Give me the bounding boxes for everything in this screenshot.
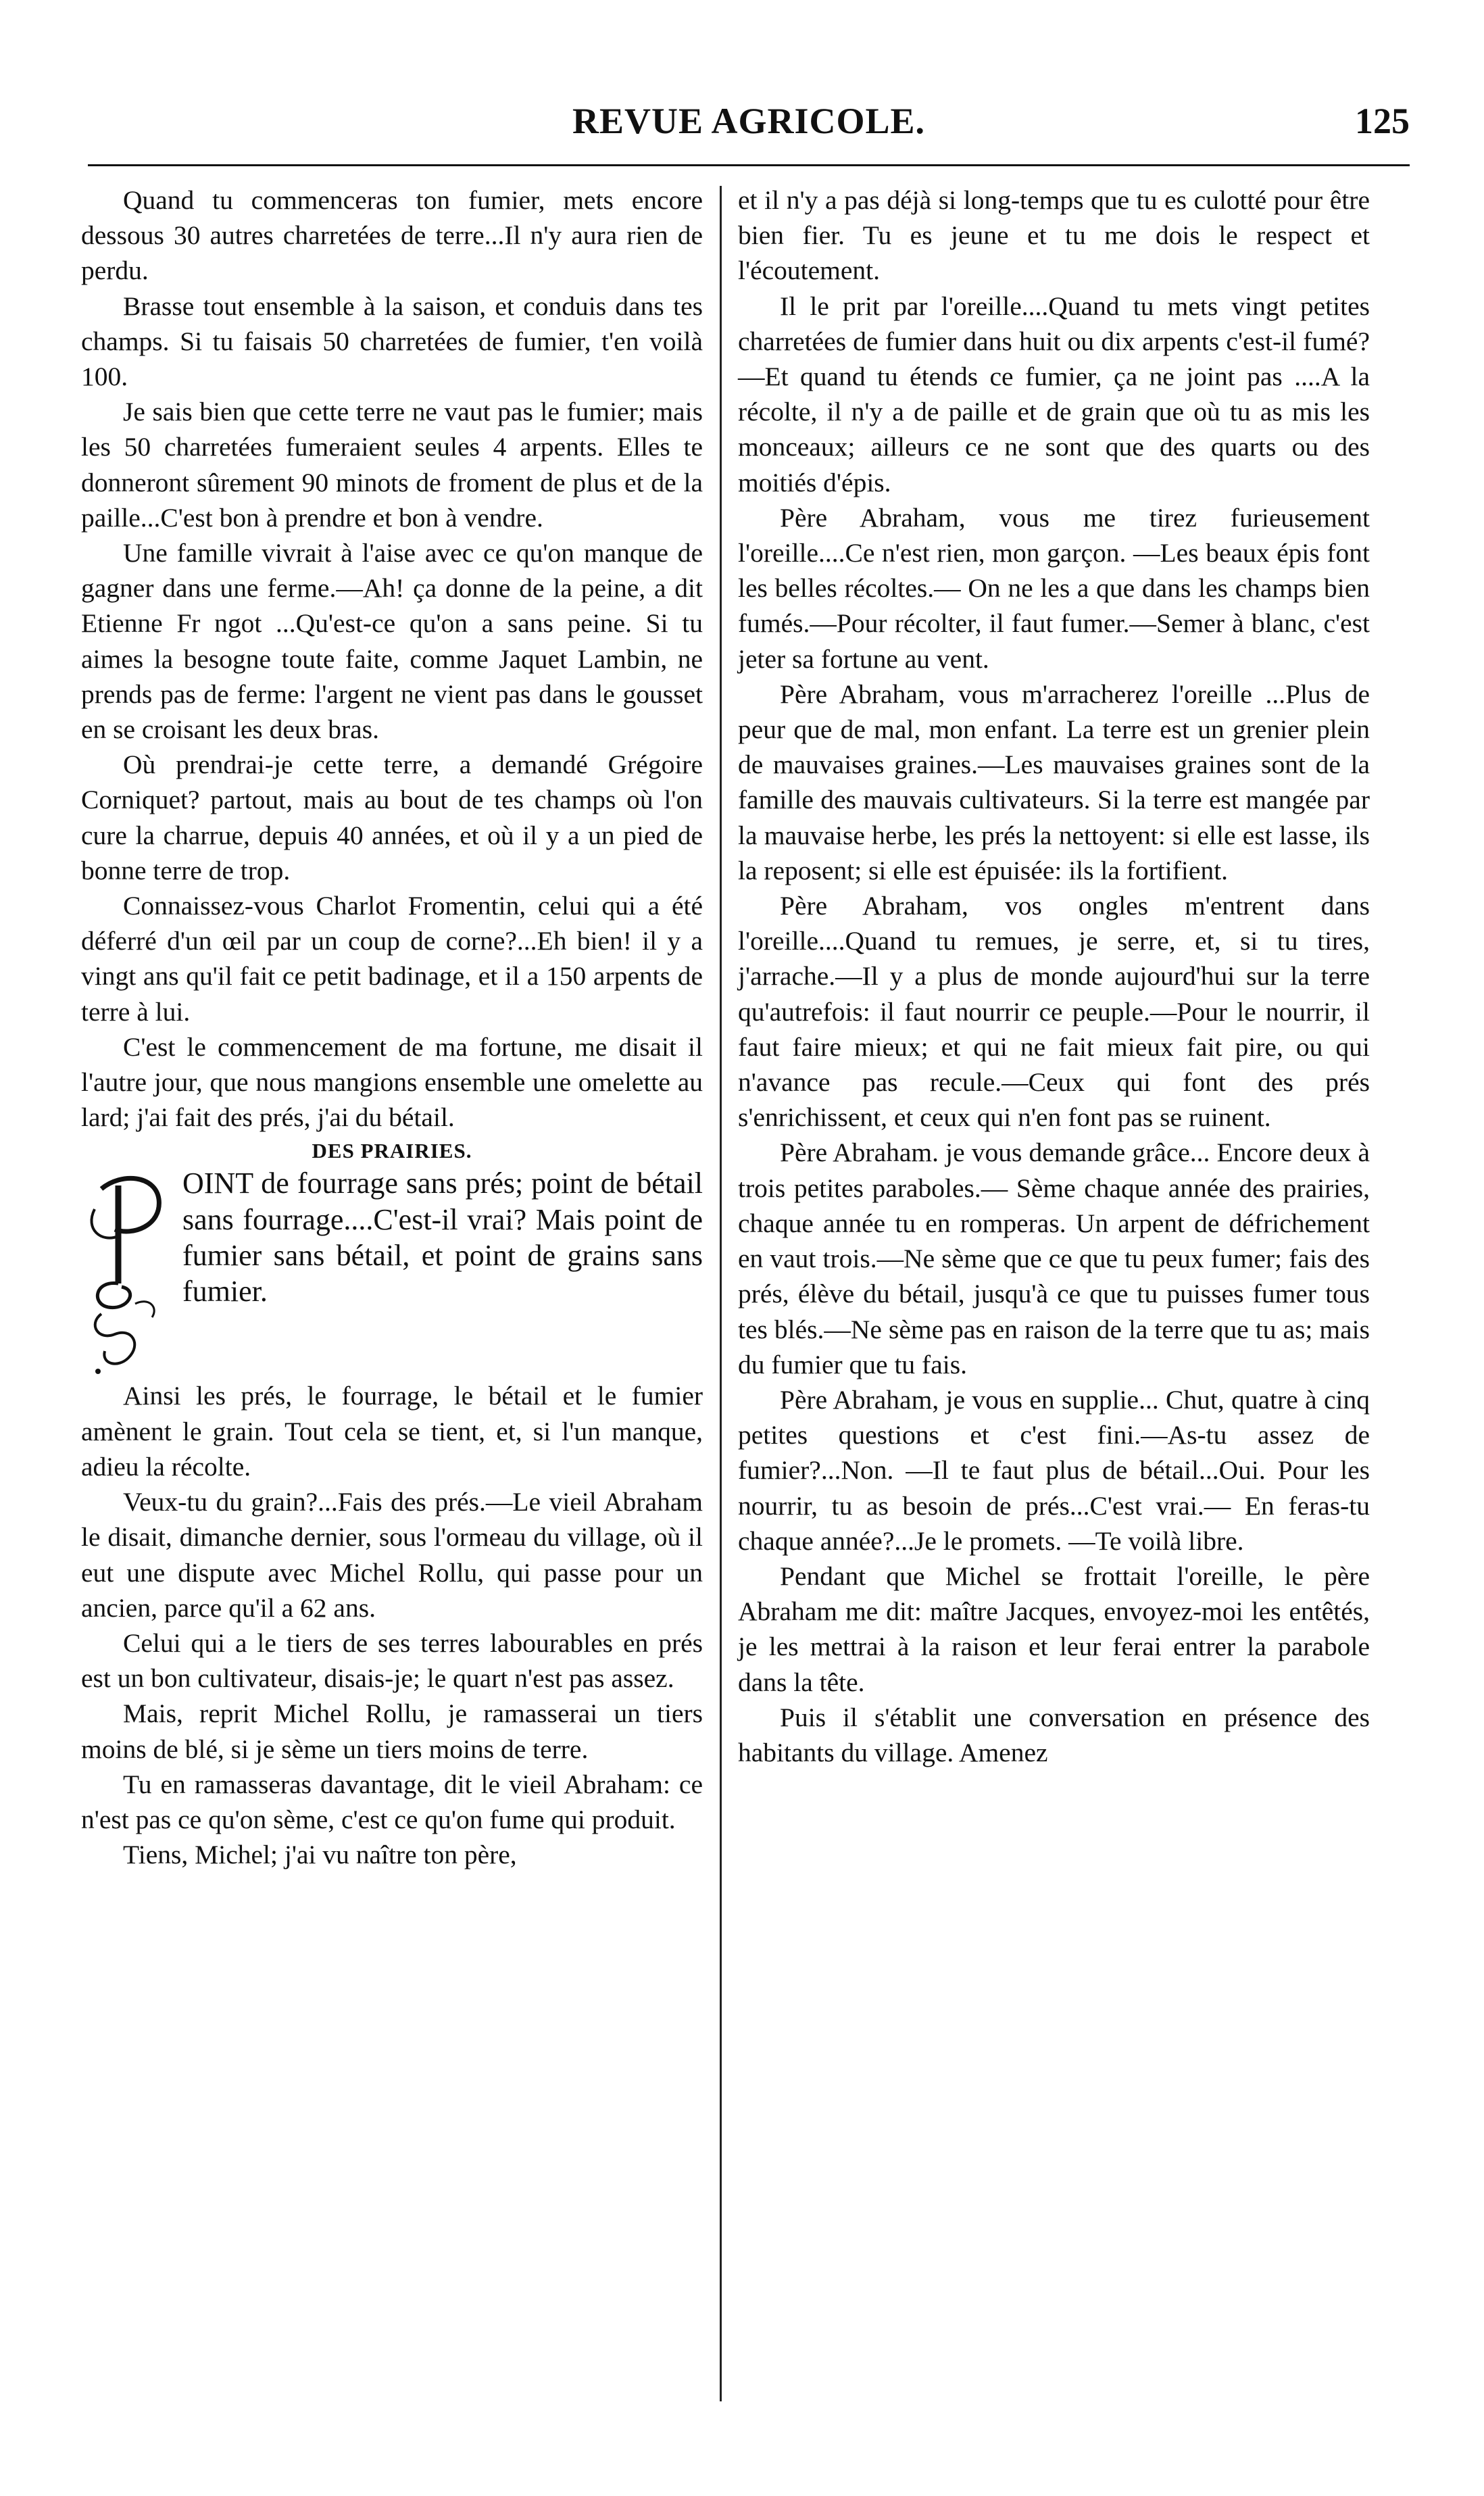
paragraph: Père Abraham, je vous en supplie... Chut, quatre à cinq petites questions et c'est fini.—As-tu assez de fumier?...Non. —Il te faut plus de bétail...Oui. Pour les nourrir, tu as besoin de prés...C'est vrai.— En feras-tu chaque année?...Je le promets. —Te voilà libre.	[738, 1384, 1370, 1556]
paragraph: Père Abraham, vos ongles m'entrent dans l'oreille....Quand tu remues, je serre, et, si tu tires, j'arrache.—Il y a plus de monde aujourd'hui sur la terre qu'autrefois: il faut nourrir ce peuple.—Pour le nourrir, il faut faire mieux; et qui ne fait mieux fait pire, ou qui n'avance pas recule.—Ceux qui font des prés s'enrichissent, et ceux qui n'en font pas se ruinent.	[738, 891, 1370, 1133]
section-title: DES PRAIRIES.	[312, 1139, 472, 1163]
running-title: REVUE AGRICOLE.	[572, 101, 926, 141]
paragraph: Il le prit par l'oreille....Quand tu mets vingt petites charretées de fumier dans huit ou dix arpents c'est-il fumé?—Et quand tu étends ce fumier, ça ne joint pas ....A la récolte, il n'y a de paille et de grain que où tu as mis les monceaux; ailleurs ce ne sont que des quarts ou des moitiés d'épis.	[738, 291, 1370, 497]
paragraph: Celui qui a le tiers de ses terres labourables en prés est un bon cultivateur, disais-je; le quart n'est pas assez.	[81, 1628, 703, 1694]
paragraph: Ainsi les prés, le fourrage, le bétail et le fumier amènent le grain. Tout cela se tient, et, si l'un manque, adieu la récolte.	[81, 1381, 703, 1482]
paragraph: Père Abraham, vous me tirez furieusement l'oreille....Ce n'est rien, mon garçon. —Les beaux épis font les belles récoltes.— On ne les a que dans les champs bien fumés.—Pour récolter, il faut fumer.—Semer à blanc, c'est jeter sa fortune au vent.	[738, 502, 1370, 674]
header-rule	[88, 164, 1410, 166]
paragraph: Connaissez-vous Charlot Fromentin, celui qui a été déferré d'un œil par un coup de corne?...Eh bien! il y a vingt ans qu'il fait ce petit badinage, et il a 150 arpents de terre à lui.	[81, 891, 703, 1027]
paragraph: Une famille vivrait à l'aise avec ce qu'on manque de gagner dans une ferme.—Ah! ça donne de la peine, a dit Etienne Fr ngot ...Qu'est-ce qu'on a sans peine. Si tu aimes la besogne toute faite, comme Jaquet Lambin, ne prends pas de ferme: l'argent ne vient pas dans le gousset en se croisant les deux bras.	[81, 538, 703, 745]
dropcap-text: OINT de fourrage sans prés; point de bétail sans fourrage....C'est-il vrai? Mais point de fumier sans bétail, et point de grains sans fumier.	[182, 1167, 703, 1308]
paragraph: Puis il s'établit une conversation en présence des habitants du village. Amenez	[738, 1702, 1370, 1767]
paragraph: Je sais bien que cette terre ne vaut pas le fumier; mais les 50 charretées fumeraient seules 4 arpents. Elles te donneront sûrement 90 minots de froment de plus et de la paille...C'est bon à prendre et bon à vendre.	[81, 397, 703, 533]
paragraph: Tu en ramasseras davantage, dit le vieil Abraham: ce n'est pas ce qu'on sème, c'est ce qu'on fume qui produit.	[81, 1769, 703, 1834]
paragraph: Brasse tout ensemble à la saison, et conduis dans tes champs. Si tu faisais 50 charretées de fumier, t'en voilà 100.	[81, 291, 703, 392]
paragraph: Père Abraham. je vous demande grâce... Encore deux à trois petites paraboles.— Sème chaque année des prairies, chaque année tu en romperas. Un arpent de défrichement en vaut trois.—Ne sème que ce que tu peux fumer; fais des prés, élève du bétail, jusqu'à ce que tu puisses fumer tous tes blés.—Ne sème pas en raison de la terre que tu as; mais du fumier que tu fais.	[738, 1137, 1370, 1379]
left-column	[81, 182, 703, 1872]
paragraph: Tiens, Michel; j'ai vu naître ton père,	[123, 1840, 517, 1870]
paragraph: Père Abraham, vous m'arracherez l'oreille ...Plus de peur que de mal, mon enfant. La terre est un grenier plein de mauvaises graines.—Les mauvaises graines sont de la famille des mauvais cultivateurs. Si la terre est mangée par la mauvaise herbe, les prés la nettoyent: si elle est lasse, ils la reposent; si elle est épuisée: ils la fortifient.	[738, 679, 1370, 885]
paragraph: Pendant que Michel se frottait l'oreille, le père Abraham me dit: maître Jacques, envoyez-moi les entêtés, je les mettrai à la raison et leur ferai entrer la parabole dans la tête.	[738, 1561, 1370, 1697]
right-column	[738, 182, 1370, 1770]
page-header	[88, 100, 1410, 154]
paragraph-continuation: et il n'y a pas déjà si long-temps que tu es culotté pour être bien fier. Tu es jeune et tu me dois le respect et l'écoutement.	[738, 185, 1370, 286]
ornamental-initial-icon	[81, 1169, 176, 1378]
page-number: 125	[1355, 101, 1410, 141]
paragraph: Quand tu commenceras ton fumier, mets encore dessous 30 autres charretées de terre...Il n'y aura rien de perdu.	[81, 185, 703, 286]
paragraph: C'est le commencement de ma fortune, me disait il l'autre jour, que nous mangions ensemble une omelette au lard; j'ai fait des prés, j'ai du bétail.	[81, 1031, 703, 1133]
paragraph: Mais, reprit Michel Rollu, je ramasserai un tiers moins de blé, si je sème un tiers moins de terre.	[81, 1698, 703, 1764]
paragraph: Où prendrai-je cette terre, a demandé Grégoire Corniquet? partout, mais au bout de tes champs où l'on cure la charrue, depuis 40 années, et où il y a un pied de bonne terre de trop.	[81, 750, 703, 885]
column-divider	[720, 186, 722, 2401]
paragraph: Veux-tu du grain?...Fais des prés.—Le vieil Abraham le disait, dimanche dernier, sous l'ormeau du village, où il eut une dispute avec Michel Rollu, qui passe pour un ancien, parce qu'il a 62 ans.	[81, 1487, 703, 1623]
dropcap-paragraph	[81, 1166, 703, 1310]
